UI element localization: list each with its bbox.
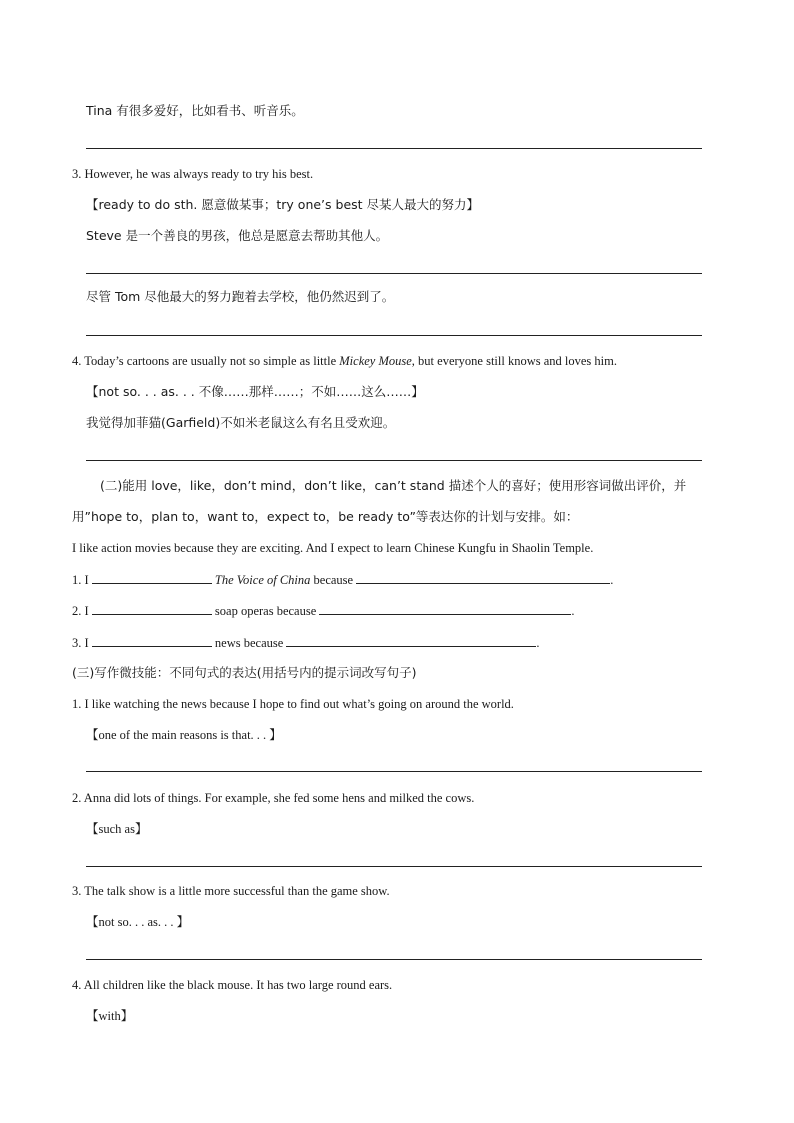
fill-item	[72, 571, 613, 588]
item-number: 2. I	[72, 604, 89, 618]
topic-label: soap operas because	[214, 604, 317, 618]
italic-title: Mickey Mouse	[339, 354, 412, 368]
section-title: (三)写作微技能：不同句式的表达(用括号内的提示词改写句子)	[72, 665, 417, 680]
blank-field[interactable]	[92, 634, 212, 647]
item-hint: 【one of the main reasons is that. . . 】	[86, 728, 282, 742]
item-hint: 【ready to do sth. 愿意做某事；try one’s best 尽某人最大的努力】	[86, 197, 480, 212]
item-sentence: 2. Anna did lots of things. For example, she fed some hens and milked the cows.	[72, 791, 475, 805]
connector-label: because	[313, 573, 354, 587]
blank-field[interactable]	[92, 571, 212, 584]
answer-line[interactable]	[86, 866, 702, 867]
sentence-text: , but everyone still knows and loves him.	[411, 354, 617, 368]
question-prompt: 尽管 Tom 尽他最大的努力跑着去学校，他仍然迟到了。	[86, 289, 395, 304]
item-hint: 【not so. . . as. . . 不像……那样……；不如……这么……】	[86, 384, 424, 399]
question-prompt: 我觉得加菲猫(Garfield)不如米老鼠这么有名且受欢迎。	[86, 415, 396, 430]
answer-line[interactable]	[86, 148, 702, 149]
blank-field[interactable]	[286, 634, 536, 647]
answer-line[interactable]	[86, 335, 702, 336]
sentence-text: 4. Today’s cartoons are usually not so simple as little	[72, 354, 340, 368]
item-number: 3. I	[72, 636, 89, 650]
answer-line[interactable]	[86, 959, 702, 960]
section-intro: 用”hope to，plan to，want to，expect to，be ready to”等表达你的计划与安排。如：	[72, 509, 579, 524]
section-intro: (二)能用 love，like，don’t mind，don’t like，can’t stand 描述个人的喜好；使用形容词做出评价，并	[100, 478, 687, 493]
item-sentence: 4. All children like the black mouse. It has two large round ears.	[72, 978, 393, 992]
fill-item	[72, 602, 575, 619]
item-hint: 【with】	[86, 1009, 134, 1023]
blank-field[interactable]	[319, 602, 571, 615]
item-sentence	[72, 353, 617, 369]
example-sentence: I like action movies because they are exciting. And I expect to learn Chinese Kungfu in Shaolin Temple.	[72, 541, 594, 555]
item-hint: 【not so. . . as. . . 】	[86, 915, 190, 929]
question-prompt: Tina 有很多爱好，比如看书、听音乐。	[86, 103, 304, 118]
blank-field[interactable]	[356, 571, 610, 584]
item-sentence: 3. However, he was always ready to try his best.	[72, 167, 314, 181]
item-sentence: 1. I like watching the news because I hope to find out what’s going on around the world.	[72, 697, 514, 711]
topic-label: The Voice of China	[214, 573, 311, 587]
period: .	[536, 636, 540, 650]
period: .	[571, 604, 575, 618]
item-number: 1. I	[72, 573, 89, 587]
answer-line[interactable]	[86, 273, 702, 274]
item-hint: 【such as】	[86, 822, 148, 836]
period: .	[610, 573, 614, 587]
blank-field[interactable]	[92, 602, 212, 615]
topic-label: news because	[214, 636, 284, 650]
item-sentence: 3. The talk show is a little more successful than the game show.	[72, 884, 390, 898]
question-prompt: Steve 是一个善良的男孩，他总是愿意去帮助其他人。	[86, 228, 389, 243]
answer-line[interactable]	[86, 460, 702, 461]
answer-line[interactable]	[86, 771, 702, 772]
fill-item	[72, 634, 540, 651]
